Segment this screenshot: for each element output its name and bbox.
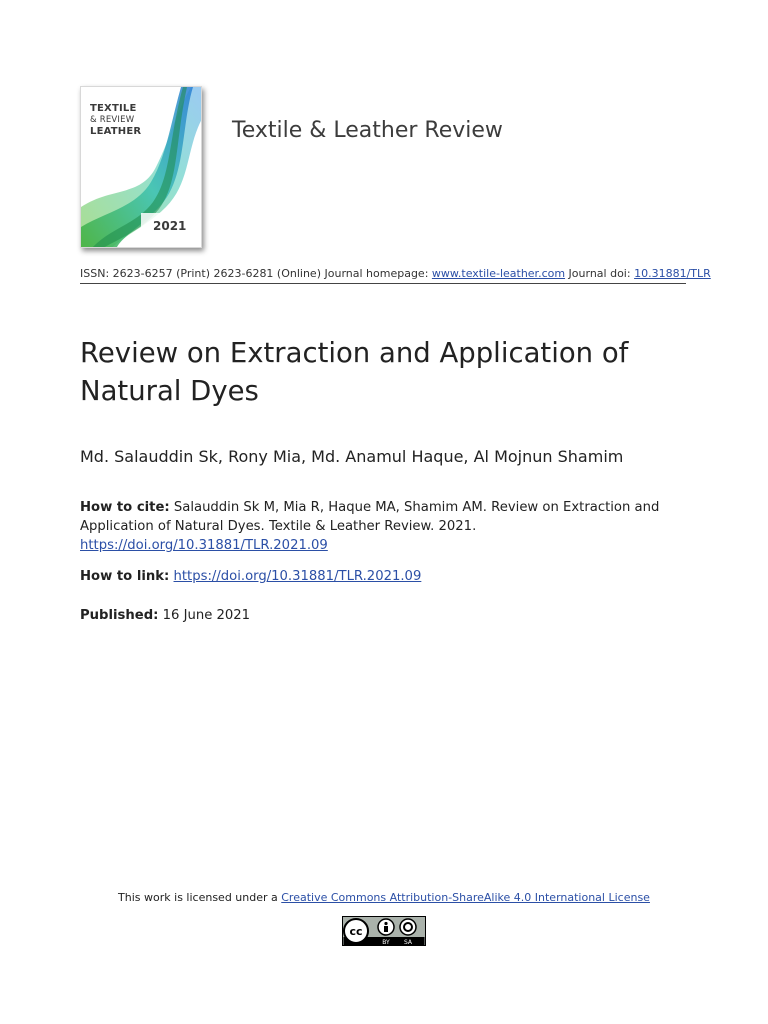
journal-homepage-link[interactable]: www.textile-leather.com [431, 267, 566, 280]
issn-line [80, 267, 711, 284]
journal-doi-link[interactable]: 10.31881/TLR [634, 267, 711, 280]
citation-text: Salauddin Sk M, Mia R, Haque MA, Shamim AM. Review on Extraction and Application of Natural Dyes. Textile & Leather Review. 2021. [80, 500, 660, 534]
journal-cover-image [80, 86, 202, 248]
cc-by-sa-badge[interactable] [342, 916, 426, 946]
how-to-cite-label: How to cite: [80, 500, 170, 515]
journal-doi-label: Journal doi: [565, 267, 635, 280]
license-link[interactable]: Creative Commons Attribution-ShareAlike 4.0 International License [281, 891, 650, 904]
article-title: Review on Extraction and Application of Natural Dyes [80, 337, 629, 407]
cover-title-line-2: & REVIEW [90, 115, 135, 125]
article-authors: Md. Salauddin Sk, Rony Mia, Md. Anamul Haque, Al Mojnun Shamim [80, 447, 624, 466]
published-label: Published: [80, 608, 159, 623]
published-date-value: 16 June 2021 [158, 608, 251, 623]
license-prefix: This work is licensed under a [118, 891, 282, 904]
cover-title-line-3: LEATHER [90, 126, 142, 137]
published-date [80, 606, 692, 625]
cover-title-line-1: TEXTILE [90, 103, 137, 114]
how-to-link [80, 567, 692, 586]
how-to-link-doi-link[interactable]: https://doi.org/10.31881/TLR.2021.09 [173, 569, 422, 584]
journal-title: Textile & Leather Review [232, 118, 503, 143]
cc-glyph: cc [349, 925, 363, 938]
cc-by-sa-icon [342, 916, 426, 946]
cc-by-label: BY [382, 939, 390, 946]
how-to-cite [80, 498, 692, 555]
cc-sa-label: SA [403, 939, 413, 946]
issn-text: ISSN: 2623-6257 (Print) 2623-6281 (Online) Journal homepage: [80, 267, 432, 280]
cover-year: 2021 [153, 219, 187, 233]
license-statement [0, 891, 768, 904]
how-to-link-label: How to link: [80, 569, 170, 584]
citation-doi-link[interactable]: https://doi.org/10.31881/TLR.2021.09 [80, 538, 328, 553]
